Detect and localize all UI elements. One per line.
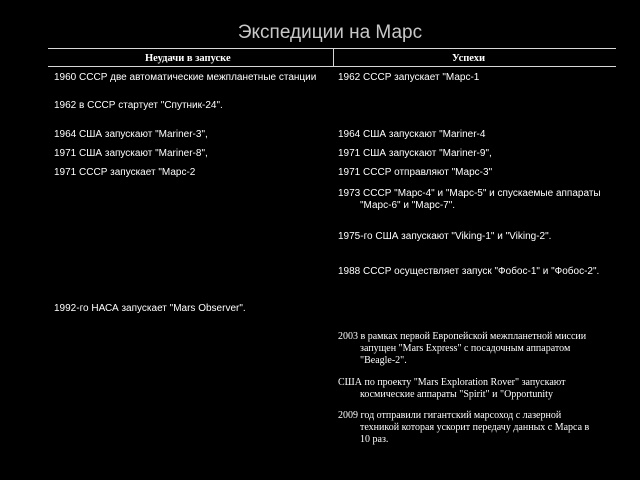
column-divider	[333, 48, 334, 66]
failures-header: Неудачи в запуске	[145, 53, 231, 64]
success-entry	[338, 167, 492, 179]
success-line: 1964 США запускают "Mariner-4	[338, 129, 486, 140]
success-line: 10 раз.	[360, 434, 389, 445]
success-line: техникой которая ускорит передачу данных с Марса в	[360, 422, 590, 433]
success-line: 1971 США запускают "Mariner-9",	[338, 148, 492, 159]
success-line: 1962 СССР запускает "Марс-1	[338, 72, 480, 83]
failure-entry: 1964 США запускают "Mariner-3",	[54, 129, 208, 140]
success-line: США по проекту "Mars Exploration Rover" запускают	[338, 377, 566, 388]
success-line: космические аппараты "Spirit" и "Opportunity	[360, 389, 553, 400]
success-entry	[338, 72, 479, 84]
success-line: 1971 СССР отправляют "Марс-3"	[338, 167, 493, 178]
failure-entry: 1971 СССР запускает "Марс-2	[54, 167, 196, 178]
failure-entry: 1962 в СССР стартует "Спутник-24".	[54, 100, 223, 111]
success-entry	[338, 148, 492, 160]
success-line: 2003 в рамках первой Европейской межпланетной миссии	[338, 331, 587, 342]
success-entry	[338, 331, 586, 367]
success-entry	[338, 377, 565, 401]
success-line: "Beagle-2".	[360, 355, 407, 366]
slide-title: Экспедиции на Марс	[237, 22, 423, 43]
successes-header: Успехи	[452, 53, 486, 64]
failure-entry: 1971 США запускают "Mariner-8",	[54, 148, 208, 159]
success-line: 2009 год отправили гигантский марсоход с лазерной	[338, 410, 562, 421]
failure-entry: 1992-го НАСА запускает "Mars Observer".	[54, 303, 246, 314]
success-entry	[338, 129, 485, 141]
success-line: 1973 СССР "Марс-4" и "Марс-5" и спускаемые аппараты	[338, 188, 601, 199]
success-entry	[338, 231, 551, 243]
success-entry	[338, 266, 599, 278]
success-line: запущен "Mars Express" с посадочным аппаратом	[360, 343, 571, 354]
table-top-border	[48, 48, 616, 49]
success-entry	[338, 188, 601, 212]
failure-entry: 1960 СССР две автоматические межпланетные станции	[54, 72, 317, 83]
success-line: 1988 СССР осуществляет запуск "Фобос-1" и "Фобос-2".	[338, 266, 600, 277]
header-separator	[48, 66, 616, 67]
success-line: "Марс-6" и "Марс-7".	[360, 200, 456, 211]
success-entry	[338, 410, 589, 446]
success-line: 1975-го США запускают "Viking-1" и "Viking-2".	[338, 231, 552, 242]
